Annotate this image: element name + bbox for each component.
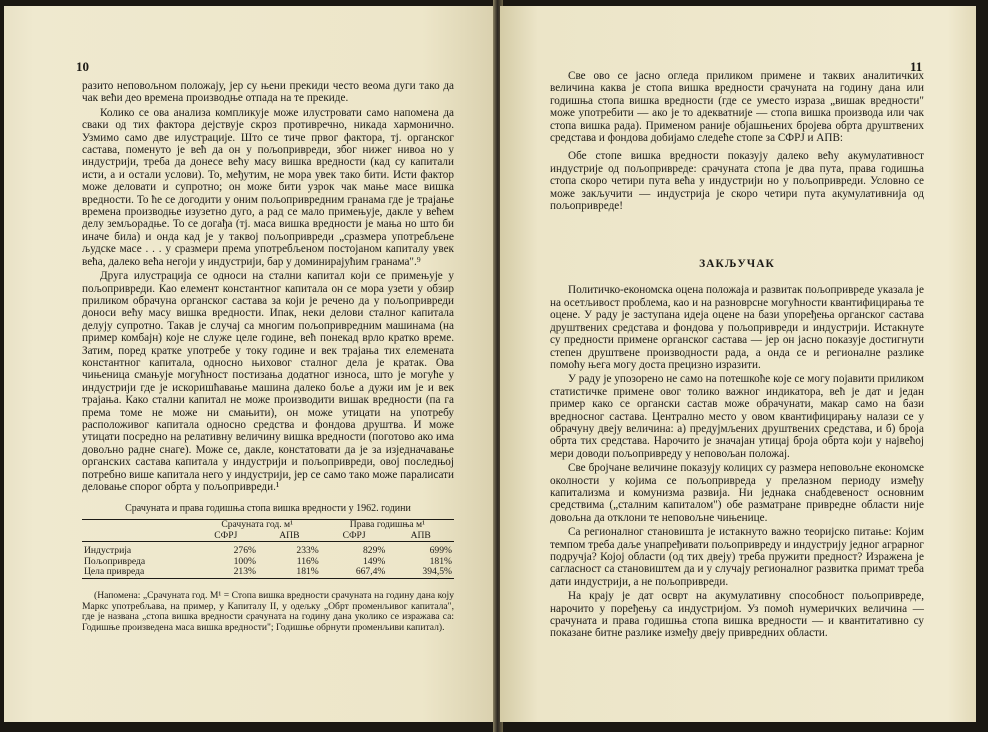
table-cell: 276% [233, 545, 256, 557]
table-group-header: Права годишња м¹ [349, 519, 425, 531]
table-row-label: Пољопривреда [84, 555, 146, 567]
paragraph: У раду је упозорено не само на потешкоће које се могу појавити приликом статистичке примене овог толико важног индикатора, већ је дат и један пример како се органски састав може обрачунати, макар само на бази вредносног састава. Централно место у овом квантифицирању налази се у обрачуну двеју величина: а) предујмљених друштвених средстава, и б) броја обрта тих средстава. Нарочито је значајан утицај броја обрта који у највећој мери доводи пољопривреду у неповољан положај. [550, 373, 924, 460]
table-cell: 100% [233, 555, 256, 567]
table-row-label: Цела привреда [84, 566, 145, 578]
left-page-body [82, 80, 454, 633]
paragraph: На крају је дат осврт на акумулативну способност пољопривреде, нарочито у поређењу са индустријом. Уз помоћ нумеричких величина — срачуната и права годишња стопа вишка вредности — и квантитативно су показане битне разлике између двеју привредних области. [550, 590, 924, 640]
paragraph: Све бројчане величине показују колицих су размера неповољне економске околности у којима се пољопривреда у прелазном периоду између капитализма и комунизма развија. Ни једнака снабдевеност основним средствима („сталним капиталом") обе разматране привредне области није довољна да отклони те неповољне чињенице. [550, 462, 924, 524]
table-cell: 394,5% [422, 566, 452, 578]
table-cell: 233% [296, 545, 319, 557]
table-row-label: Индустрија [84, 545, 132, 557]
table-row [82, 567, 454, 578]
table-cell: 149% [363, 555, 386, 567]
surplus-value-table [82, 519, 454, 579]
paragraph: Политичко-економска оцена положаја и развитак пољопривреде указала је на осетљивост проблема, као и на разноврсне могућности квантифицирања те оцене. У раду је заступана идеја оцене на бази упоређења органског састава друштвених средстава и фондова у пољопривреди и индустрији. Истакнуте су предности примене органског састава — јер он јасно показује достигнути степен друштвене производности рада, а онда се и регионалне разлике помоћу њега могу доста прецизно изразити. [550, 284, 924, 371]
table-cell: 181% [429, 555, 452, 567]
table-column-header: АПВ [279, 529, 300, 541]
table-group-header: Срачуната год. м¹ [221, 519, 294, 531]
table-column-header: АПВ [410, 529, 431, 541]
paragraph: Све ово се јасно огледа приликом примене и таквих аналитичких величина каква је стопа вишка вредности срачуната на годину дана или годишња стопа вишка вредности (где се уместо израза „вишак вредности" може употребити — ако је то адекватније — стопа вишка производа или чак стопа вишка рада). Применом раније објашњених бројева обрта друштвених средстава и фондова добијамо следеће стопе за СФРЈ и АПВ: [550, 70, 924, 145]
table-column-header: СФРЈ [342, 529, 366, 541]
paragraph: разито неповољном положају, јер су њени прекиди често веома дуги тако да чак већи део времена производње отпада на те прекиде. [82, 80, 454, 105]
right-page-body [550, 70, 924, 640]
paragraph: Са регионалног становишта је истакнуто важно теоријско питање: Којим темпом треба даље унапређивати пољопривреду и индустрију једног аграрног подручја? Којој области (од тих двеју) треба пружити предност? Изражена је сагласност са становиштем да и у случају регионалног развитка примат треба дати индустрији, а не пољопривреди. [550, 526, 924, 588]
table-cell: 667,4% [355, 566, 386, 578]
table-caption: Срачуната и права годишња стопа вишка вредности у 1962. години [125, 503, 411, 515]
paragraph: Друга илустрација се односи на стални капитал који се примењује у пољопривреди. Као елемент константног капитала он се мора узети у обзир приликом обрачуна органског састава за који је речено да у пољопривреди доноси већу масу вишка вредности. Ипак, неки делови сталног капитала делују супротно. Такав је случај са многим пољопривредним машинама (на пример комбајн) које не служе целе године, већ понекад врло кратко време. Затим, поред кратке употребе у току године и век трајања тих елемената константног капитала, односно њиховог сталног дела је кратак. Ова чињеница смањује могућност постизања додатног износа, што је могуће у индустрији где је искоришћавање машина далеко боље а дужи им је и век трајања. Како стални капитал не може производити вишак вредности (па га према томе не може ни смањити), он може утицати на употребу расположивог капитала односно средства и фондова друштва. И може утицати посредно на релативну величину вишка вредности (поготово ако има довољно радне снаге). Може се, дакле, констатовати да је за изједначавање органских састава капитала у индустрији и пољопривреди, овој последњој потребно више капитала него у индустрији, јер се само тако може паралисати деловање спорог обрта у пољопривреди.¹ [82, 270, 454, 493]
table-cell: 213% [233, 566, 256, 578]
table-cell: 116% [296, 555, 319, 567]
table-column-header: СФРЈ [214, 529, 238, 541]
paragraph: Обе стопе вишка вредности показују далеко већу акумулативност индустрије од пољопривреде: срачуната стопа је два пута, права годишња стопа скоро четири пута већа у индустрији но у пољопривреди. Условно се може закључити — индустрија је скоро четири пута акумулативнија од пољопривреде! [550, 150, 924, 213]
page-number-left: 10 [76, 59, 89, 74]
paragraph: Колико се ова анализа компликује може илустровати само напомена да сваки од тих фактора дејствује скроз противречно, никада хармонично. Узмимо само две илустрације. Што се тиче првог фактора, тј. органског састава, поменуто је већ да он у пољопривреди, због нижег нивоа но у индустрији, треба да донесе већу масу вишка вредности (кад су капитали исти, а и остали услови). То, међутим, не мора увек тако бити. Исти фактор може деловати и супротно; он може бити узрок чак мање масе вишка вредности. То ће се догодити у оним пољопривредним гранама где је трајање времена производње изузетно дуго, а рад се мало примењује, дакле у већем делу земљорадње. То се догађа (тј. маса вишка вредности је мања но што би иначе била) и онда кад је у таквој пољопривреди „сразмера употребљене људске масе . . . у сразмери према употребљеном постојаном капиталу увек већа, далеко већа негоји у индустрији, бар у доминирајућим гранама".⁹ [82, 106, 454, 268]
table-cell: 699% [429, 545, 452, 557]
section-heading: ЗАКЉУЧАК [699, 258, 775, 271]
table-cell: 181% [296, 566, 319, 578]
table-cell: 829% [363, 545, 386, 557]
page-number-right: 11 [910, 59, 923, 74]
table-note: (Напомена: „Срачуната год. М¹ = Стопа вишка вредности срачуната на годину дана коју Маркс употребљава, на пример, у Капиталу II, у одељку „Обрт променљивог капитала", где је названа „стопа вишка вредности срачуната на годину дана уколико се изражава са: Годишње произведена маса вишка вредности"; Годишње обрнути променљиви капитал). [82, 589, 454, 633]
